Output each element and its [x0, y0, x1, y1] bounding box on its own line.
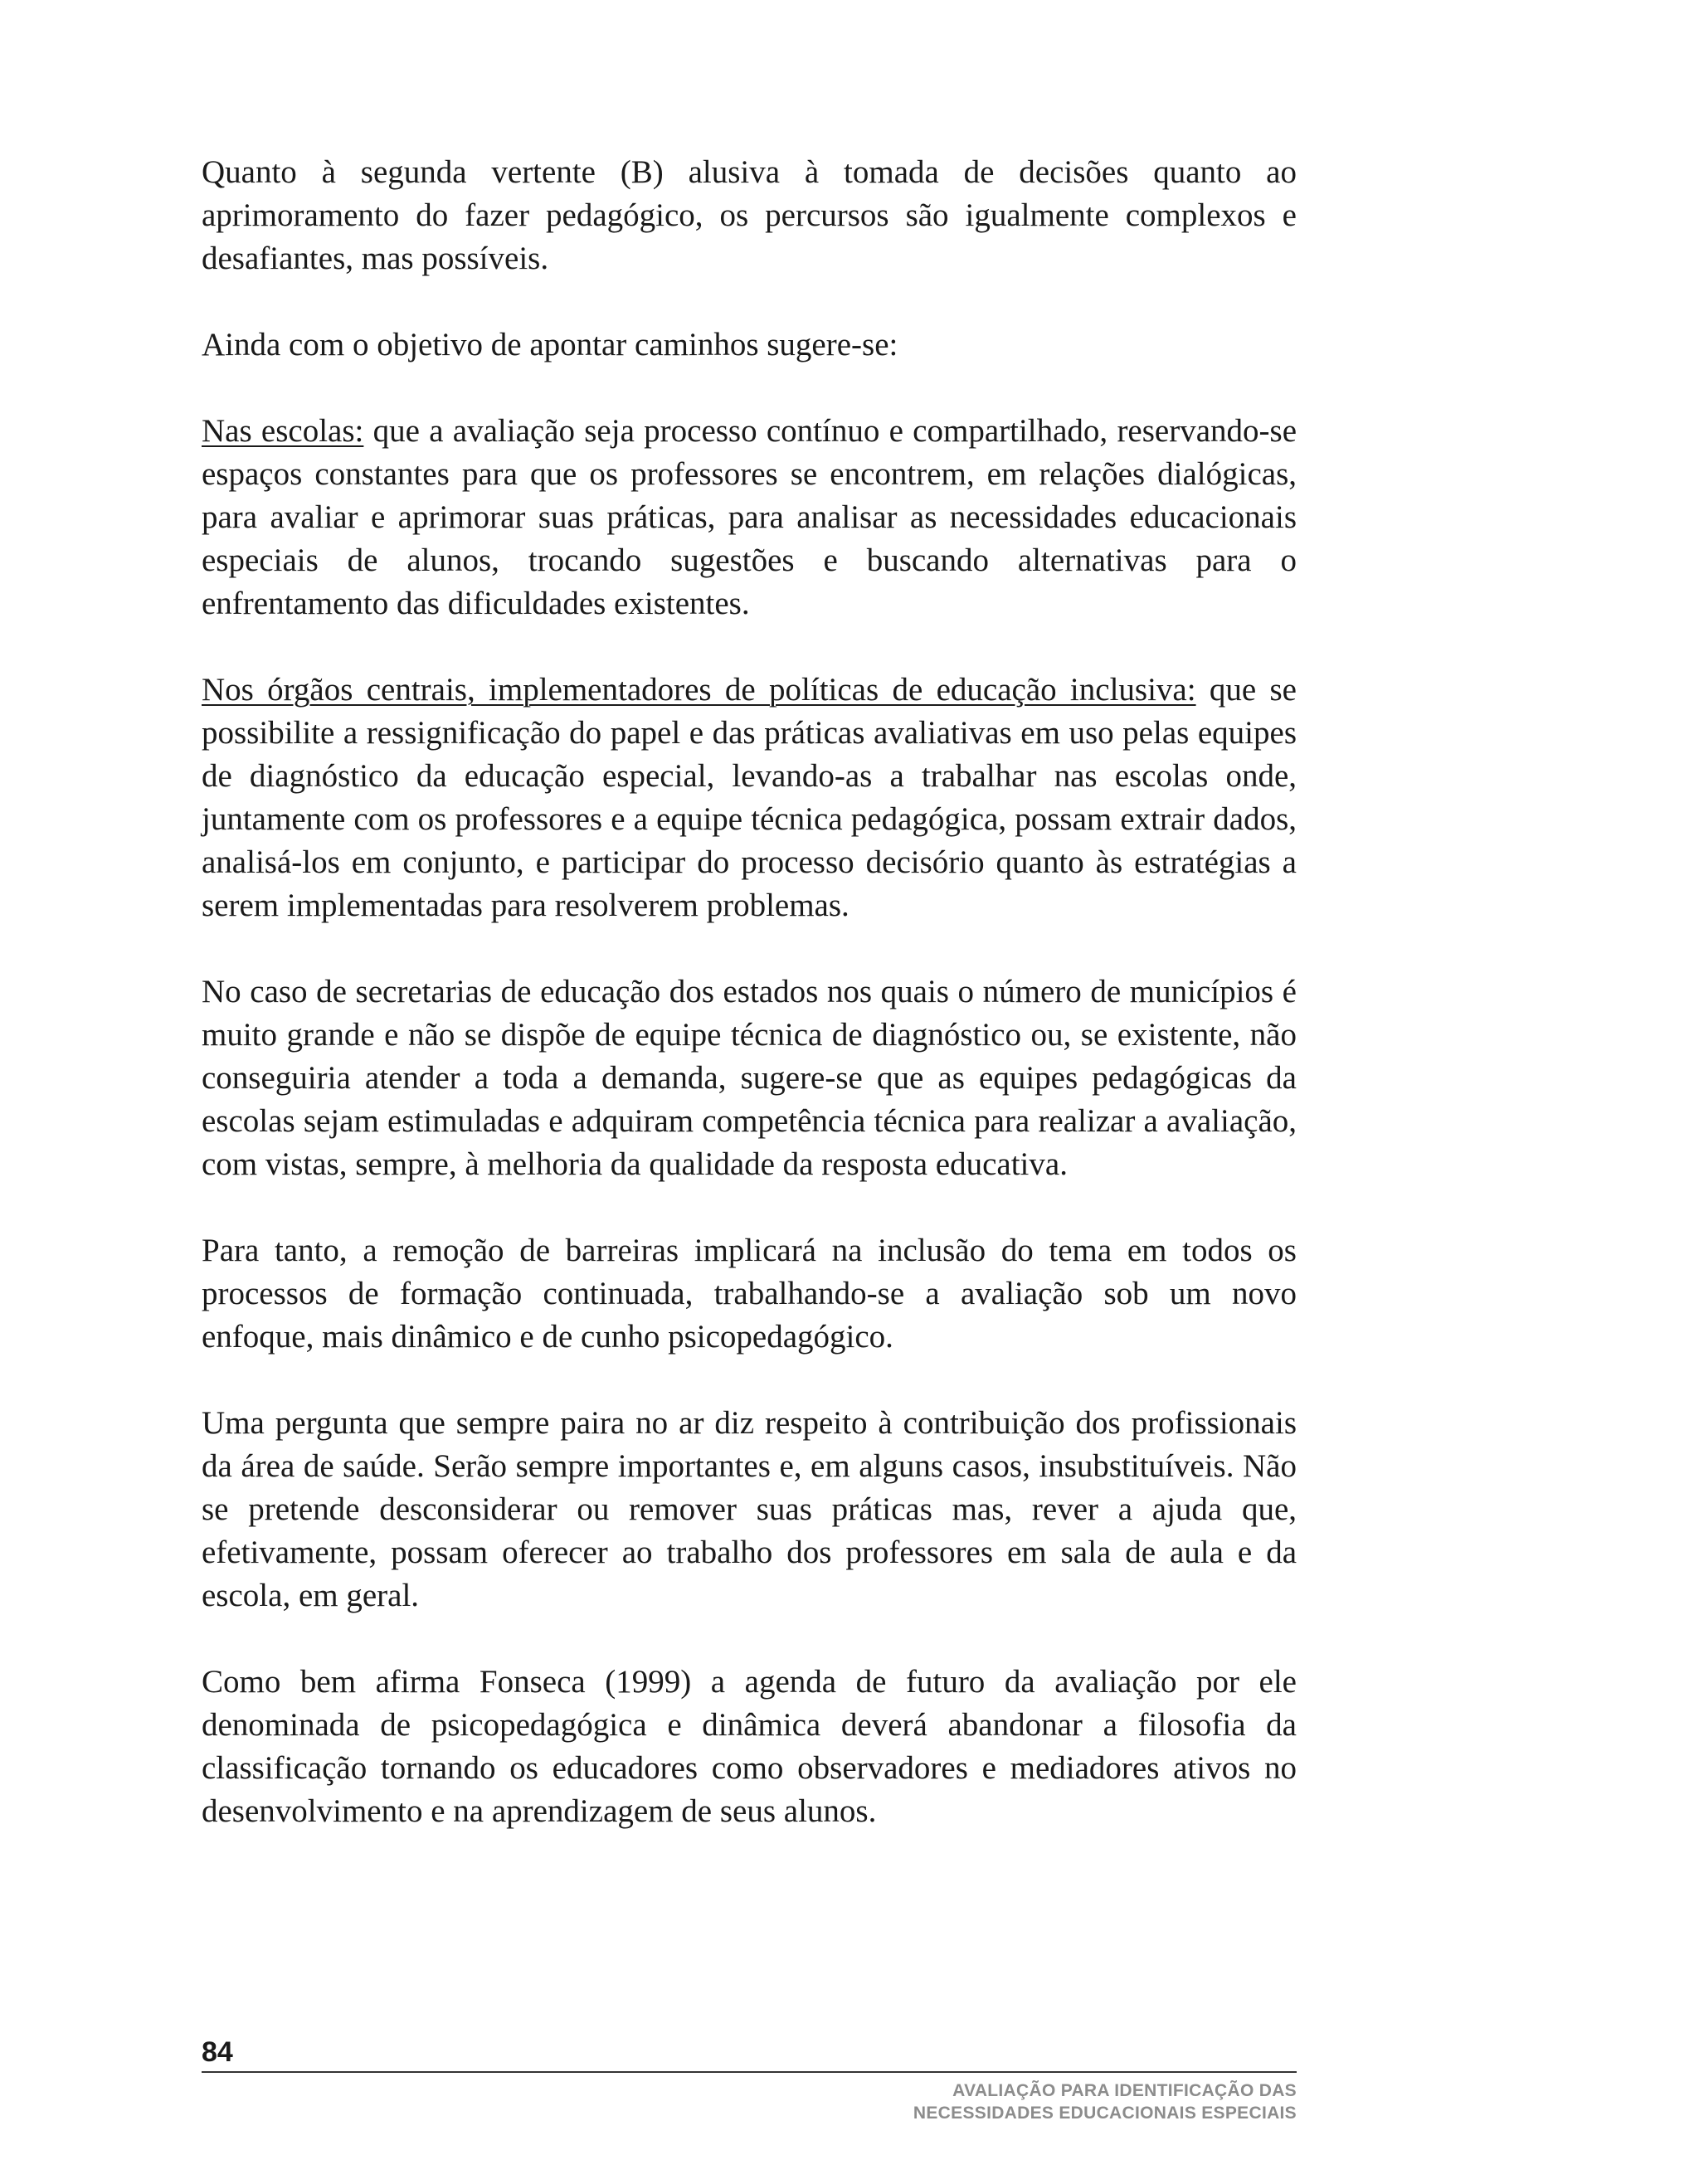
paragraph-text: No caso de secretarias de educação dos estados nos quais o número de municípios é muito grande e não se dispõe de equipe técnica de diagnóstico ou, se existente, não conseguiria atender a toda a demanda, sugere-se que as equipes pedagógicas da escolas sejam estimuladas e adquiram competência técnica para realizar a avaliação, com vistas, sempre, à melhoria da qualidade da resposta educativa. — [202, 974, 1297, 1182]
running-title — [202, 2079, 1297, 2124]
paragraph-lead-underlined: Nos órgãos centrais, implementadores de políticas de educação inclusiva: — [202, 672, 1196, 708]
paragraph-orgaos-centrais — [202, 669, 1297, 927]
page-number: 84 — [202, 2036, 233, 2068]
paragraph-secretarias — [202, 970, 1297, 1186]
paragraph-nas-escolas — [202, 410, 1297, 625]
paragraph-text: que se possibilite a ressignificação do papel e das práticas avaliativas em uso pelas equipes de diagnóstico da educação especial, levando-as a trabalhar nas escolas onde, juntamente com os professores e a equipe técnica pedagógica, possam extrair dados, analisá-los em conjunto, e participar do processo decisório quanto às estratégias a serem implementadas para resolverem problemas. — [202, 672, 1297, 923]
paragraph-text: que a avaliação seja processo contínuo e compartilhado, reservando-se espaços constantes para que os professores se encontrem, em relações dialógicas, para avaliar e aprimorar suas práticas, para analisar as necessidades educacionais especiais de alunos, trocando sugestões e buscando alternativas para o enfrentamento das dificuldades existentes. — [202, 413, 1297, 621]
running-title-line-1: AVALIAÇÃO PARA IDENTIFICAÇÃO DAS — [952, 2081, 1297, 2100]
paragraph-text: Quanto à segunda vertente (B) alusiva à tomada de decisões quanto ao aprimoramento do fazer pedagógico, os percursos são igualmente complexos e desafiantes, mas possíveis. — [202, 154, 1297, 276]
body-text — [202, 151, 1297, 1876]
footer-divider — [202, 2071, 1297, 2073]
paragraph-remocao-barreiras — [202, 1229, 1297, 1359]
paragraph-text: Uma pergunta que sempre paira no ar diz respeito à contribuição dos profissionais da área de saúde. Serão sempre importantes e, em alguns casos, insubstituíveis. Não se pretende desconsiderar ou remover suas práticas mas, rever a ajuda que, efetivamente, possam oferecer ao trabalho dos professores em sala de aula e da escola, em geral. — [202, 1405, 1297, 1613]
paragraph-text: Para tanto, a remoção de barreiras implicará na inclusão do tema em todos os processos de formação continuada, trabalhando-se a avaliação sob um novo enfoque, mais dinâmico e de cunho psicopedagógico. — [202, 1233, 1297, 1355]
running-title-line-2: NECESSIDADES EDUCACIONAIS ESPECIAIS — [913, 2104, 1297, 2123]
paragraph-text: Como bem afirma Fonseca (1999) a agenda de futuro da avaliação por ele denominada de psicopedagógica e dinâmica deverá abandonar a filosofia da classificação tornando os educadores como observadores e mediadores ativos no desenvolvimento e na aprendizagem de seus alunos. — [202, 1664, 1297, 1829]
paragraph-text: Ainda com o objetivo de apontar caminhos sugere-se: — [202, 327, 898, 362]
paragraph-sugere-se — [202, 323, 1297, 367]
paragraph-profissionais-saude — [202, 1402, 1297, 1617]
paragraph-segunda-vertente — [202, 151, 1297, 280]
paragraph-lead-underlined: Nas escolas: — [202, 413, 364, 449]
paragraph-fonseca — [202, 1661, 1297, 1833]
